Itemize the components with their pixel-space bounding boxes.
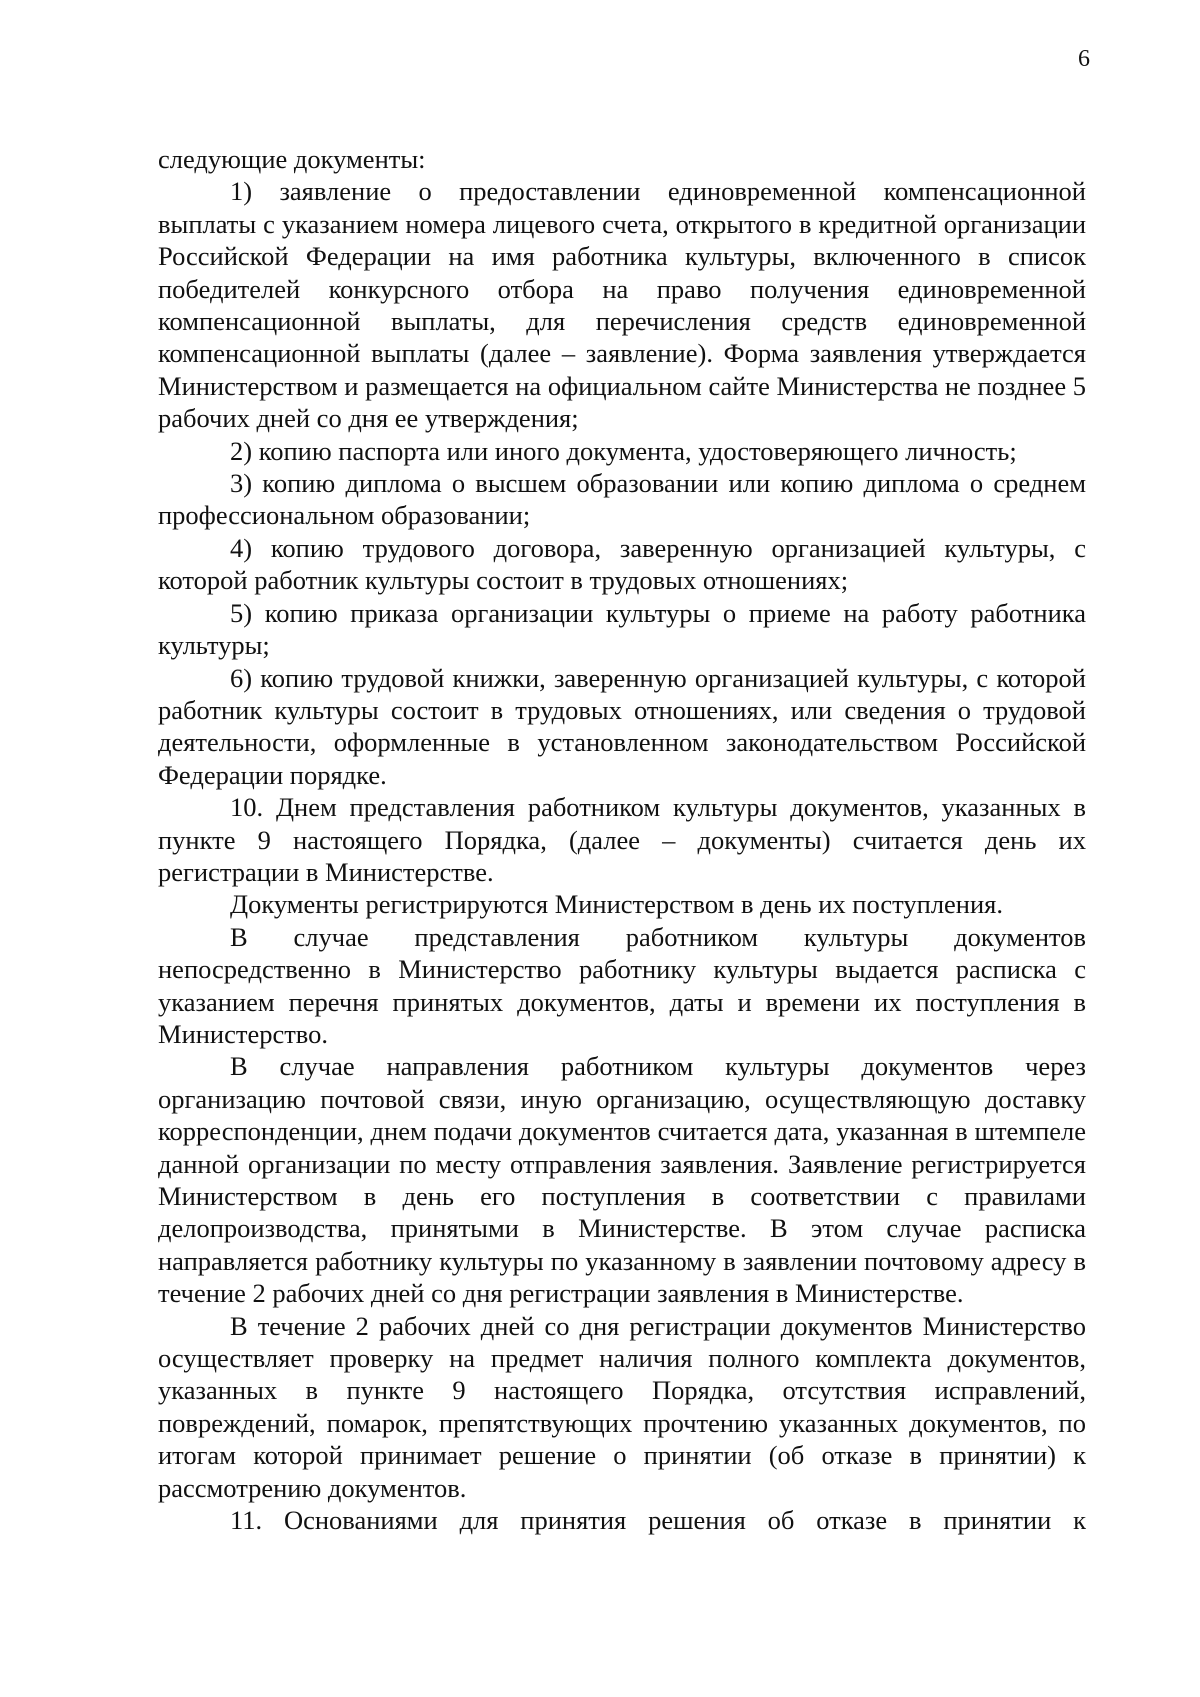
paragraph-item-4-labor-contract: 4) копию трудового договора, заверенную организацией культуры, с которой работник культуры состоит в трудовых отношениях; xyxy=(158,532,1086,596)
paragraph-postal-submission: В случае направления работником культуры документов через организацию почтовой связи, иную организацию, осуществляющую доставку корреспонденции, днем подачи документов считается дата, указанная в штемпеле данной организации по месту отправления заявления. Заявление регистрируется Министерством в день его поступления в соответствии с правилами делопроизводства, принятыми в Министерстве. В этом случае расписка направляется работнику культуры по указанному в заявлении почтовому адресу в течение 2 рабочих дней со дня регистрации заявления в Министерстве. xyxy=(158,1051,1086,1309)
paragraph-clause-10: 10. Днем представления работником культуры документов, указанных в пункте 9 настоящего Порядка, (далее – документы) считается день их регистрации в Министерстве. xyxy=(158,792,1086,887)
paragraph-verification: В течение 2 рабочих дней со дня регистрации документов Министерство осуществляет проверку на предмет наличия полного комплекта документов, указанных в пункте 9 настоящего Порядка, отсутствия исправлений, повреждений, помарок, препятствующих прочтению указанных документов, по итогам которой принимает решение о принятии (об отказе в принятии) к рассмотрению документов. xyxy=(158,1310,1086,1503)
paragraph-item-5-hiring-order: 5) копию приказа организации культуры о приеме на работу работника культуры; xyxy=(158,597,1086,661)
page-number: 6 xyxy=(1078,46,1090,72)
paragraph-in-person-submission: В случае представления работником культуры документов непосредственно в Министерство работнику культуры выдается расписка с указанием перечня принятых документов, даты и времени их поступления в Министерство. xyxy=(158,921,1086,1049)
paragraph-item-2-passport: 2) копию паспорта или иного документа, удостоверяющего личность; xyxy=(230,435,1017,466)
document-body xyxy=(158,143,1086,1536)
paragraph-registration: Документы регистрируются Министерством в день их поступления. xyxy=(230,889,1003,920)
paragraph-item-6-work-book: 6) копию трудовой книжки, заверенную организацией культуры, с которой работник культуры состоит в трудовых отношениях, или сведения о трудовой деятельности, оформленные в установленном законодательством Российской Федерации порядке. xyxy=(158,662,1086,790)
paragraph-clause-11: 11. Основаниями для принятия решения об отказе в принятии к xyxy=(230,1505,1086,1536)
paragraph-intro: следующие документы: xyxy=(158,144,426,174)
paragraph-item-1-application: 1) заявление о предоставлении единовременной компенсационной выплаты с указанием номера лицевого счета, открытого в кредитной организации Российской Федерации на имя работника культуры, включенного в список победителей конкурсного отбора на право получения единовременной компенсационной выплаты, для перечисления средств единовременной компенсационной выплаты (далее – заявление). Форма заявления утверждается Министерством и размещается на официальном сайте Министерства не позднее 5 рабочих дней со дня ее утверждения; xyxy=(158,176,1086,434)
paragraph-item-3-diploma: 3) копию диплома о высшем образовании или копию диплома о среднем профессиональном образовании; xyxy=(158,468,1086,531)
